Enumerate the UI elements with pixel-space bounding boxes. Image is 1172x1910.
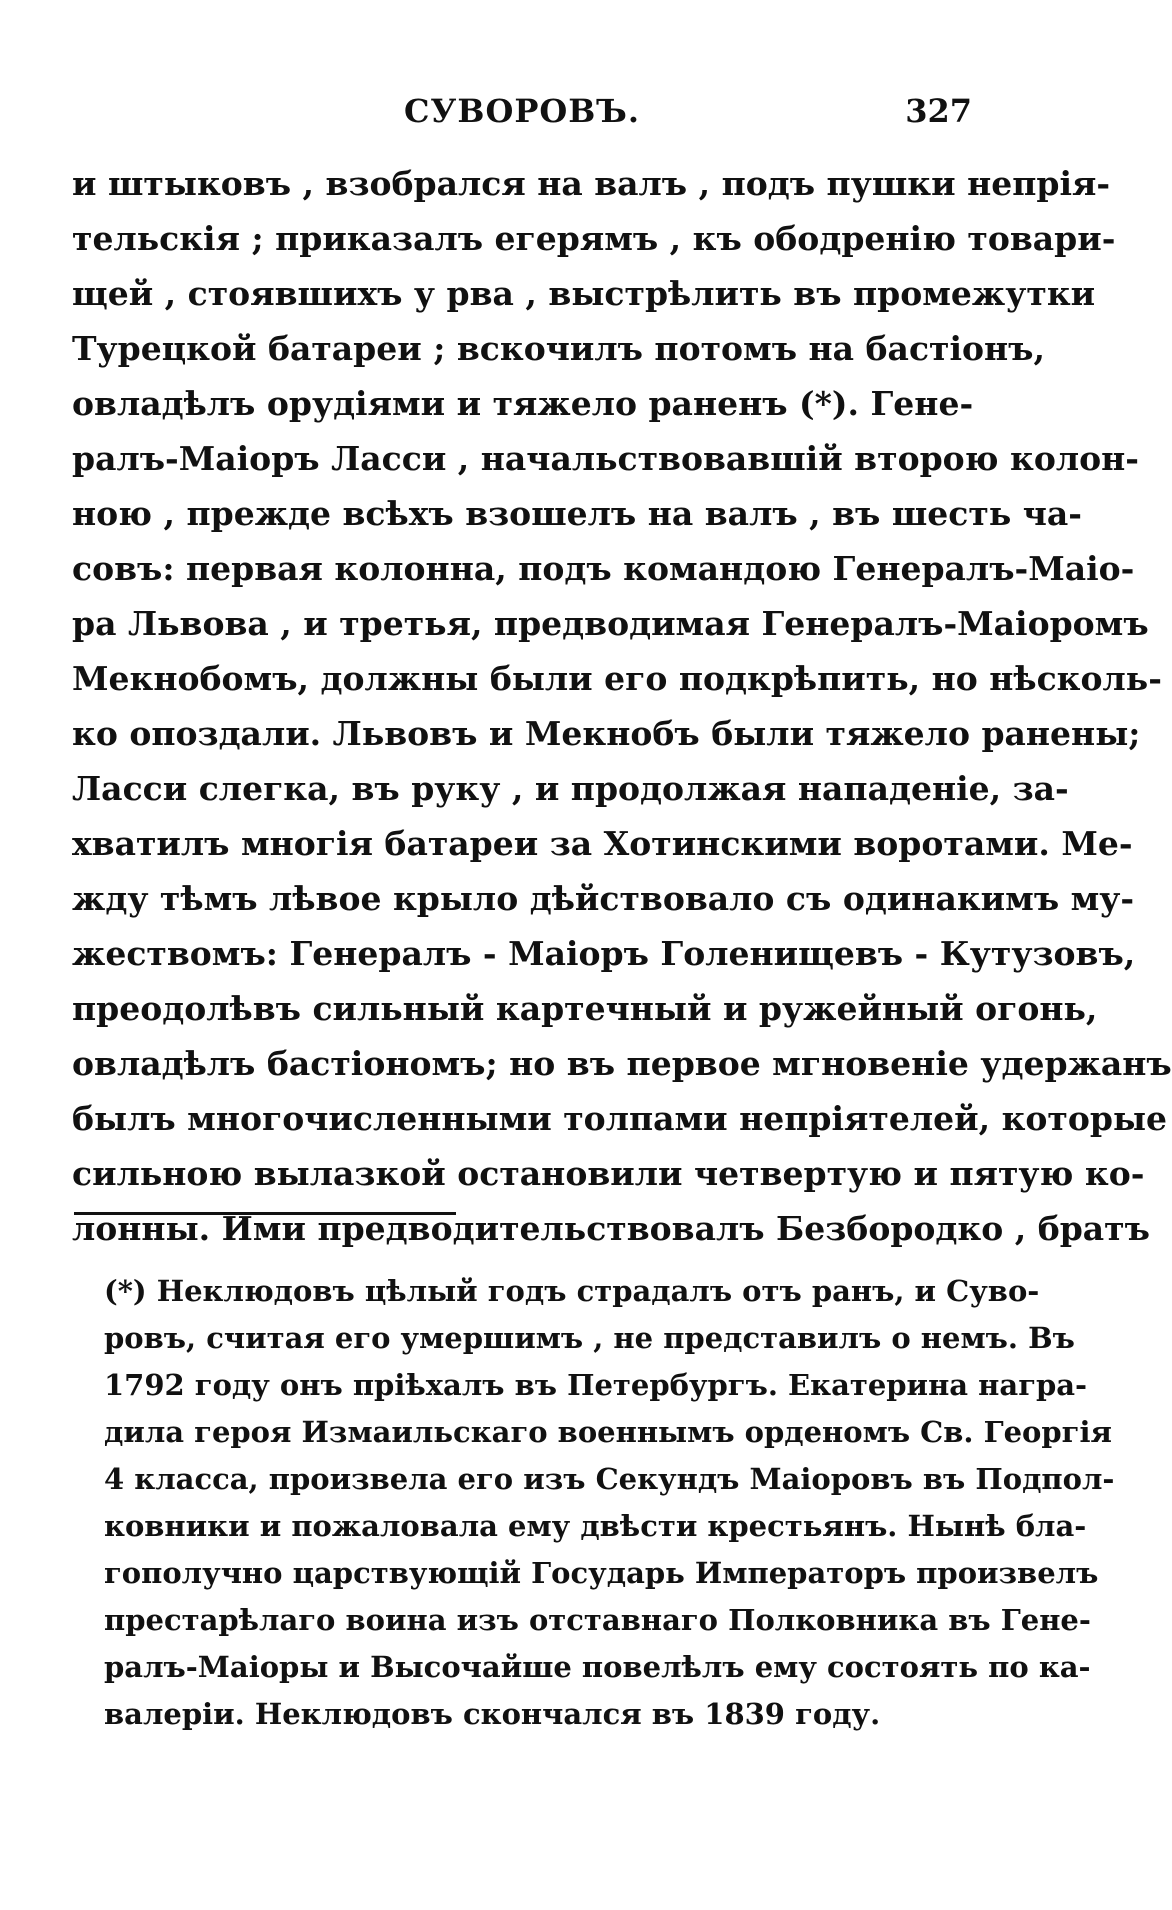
footnote-separator-rule (74, 1212, 456, 1215)
text-line: овладѣлъ бастіономъ; но въ первое мгновеніе удержанъ (72, 1044, 1172, 1083)
footnote-line: престарѣлаго воина изъ отставнаго Полковника въ Гене- (104, 1603, 1091, 1637)
running-title: СУВОРОВЪ. (403, 92, 641, 130)
footnote (104, 1268, 1115, 1738)
page-number: 327 (905, 92, 972, 130)
footnote-line: 4 класса, произвела его изъ Секундъ Маіоровъ въ Подпол- (104, 1462, 1115, 1496)
footnote-line: (*) Неклюдовъ цѣлый годъ страдалъ отъ ранъ, и Суво- (104, 1274, 1040, 1308)
text-line: хватилъ многія батареи за Хотинскими воротами. Ме- (72, 824, 1133, 863)
text-line: Мекнобомъ, должны были его подкрѣпить, но нѣсколь- (72, 659, 1162, 698)
text-line: совъ: первая колонна, подъ командою Генералъ-Маіо- (72, 549, 1135, 588)
text-line: преодолѣвъ сильный картечный и ружейный огонь, (72, 989, 1098, 1028)
text-line: лонны. Ими предводительствовалъ Безбородко , братъ (72, 1209, 1150, 1248)
footnote-line: 1792 году онъ пріѣхалъ въ Петербургъ. Екатерина награ- (104, 1368, 1088, 1402)
text-line: сильною вылазкой остановили четвертую и пятую ко- (72, 1154, 1145, 1193)
footnote-line: валеріи. Неклюдовъ скончался въ 1839 году. (104, 1697, 881, 1731)
text-line: былъ многочисленными толпами непріятелей, которые (72, 1099, 1168, 1138)
text-line: жествомъ: Генералъ - Маіоръ Голенищевъ - Кутузовъ, (72, 934, 1136, 973)
text-line: и штыковъ , взобрался на валъ , подъ пушки непрія- (72, 164, 1111, 203)
text-line: ко опоздали. Львовъ и Мекнобъ были тяжело ранены; (72, 714, 1141, 753)
text-line: Турецкой батареи ; вскочилъ потомъ на бастіонъ, (72, 329, 1045, 368)
text-line: ралъ-Маіоръ Ласси , начальствовавшій второю колон- (72, 439, 1139, 478)
text-line: овладѣлъ орудіями и тяжело раненъ (*). Гене- (72, 384, 974, 423)
page-header (72, 92, 972, 140)
footnote-line: ралъ-Маіоры и Высочайше повелѣлъ ему состоять по ка- (104, 1650, 1091, 1684)
footnote-line: ровъ, считая его умершимъ , не представилъ о немъ. Въ (104, 1321, 1075, 1355)
text-line: щей , стоявшихъ у рва , выстрѣлить въ промежутки (72, 274, 1096, 313)
footnote-line: дила героя Измаильскаго военнымъ орденомъ Св. Георгія (104, 1415, 1112, 1449)
text-line: жду тѣмъ лѣвое крыло дѣйствовало съ одинакимъ му- (72, 879, 1135, 918)
main-text (72, 156, 1172, 1256)
text-line: тельскія ; приказалъ егерямъ , къ ободренію товари- (72, 219, 1116, 258)
footnote-line: ковники и пожаловала ему двѣсти крестьянъ. Нынѣ бла- (104, 1509, 1087, 1543)
text-line: ною , прежде всѣхъ взошелъ на валъ , въ шесть ча- (72, 494, 1082, 533)
text-line: ра Львова , и третья, предводимая Генералъ-Маіоромъ (72, 604, 1149, 643)
text-line: Ласси слегка, въ руку , и продолжая нападеніе, за- (72, 769, 1069, 808)
footnote-line: гополучно царствующій Государь Императоръ произвелъ (104, 1556, 1099, 1590)
